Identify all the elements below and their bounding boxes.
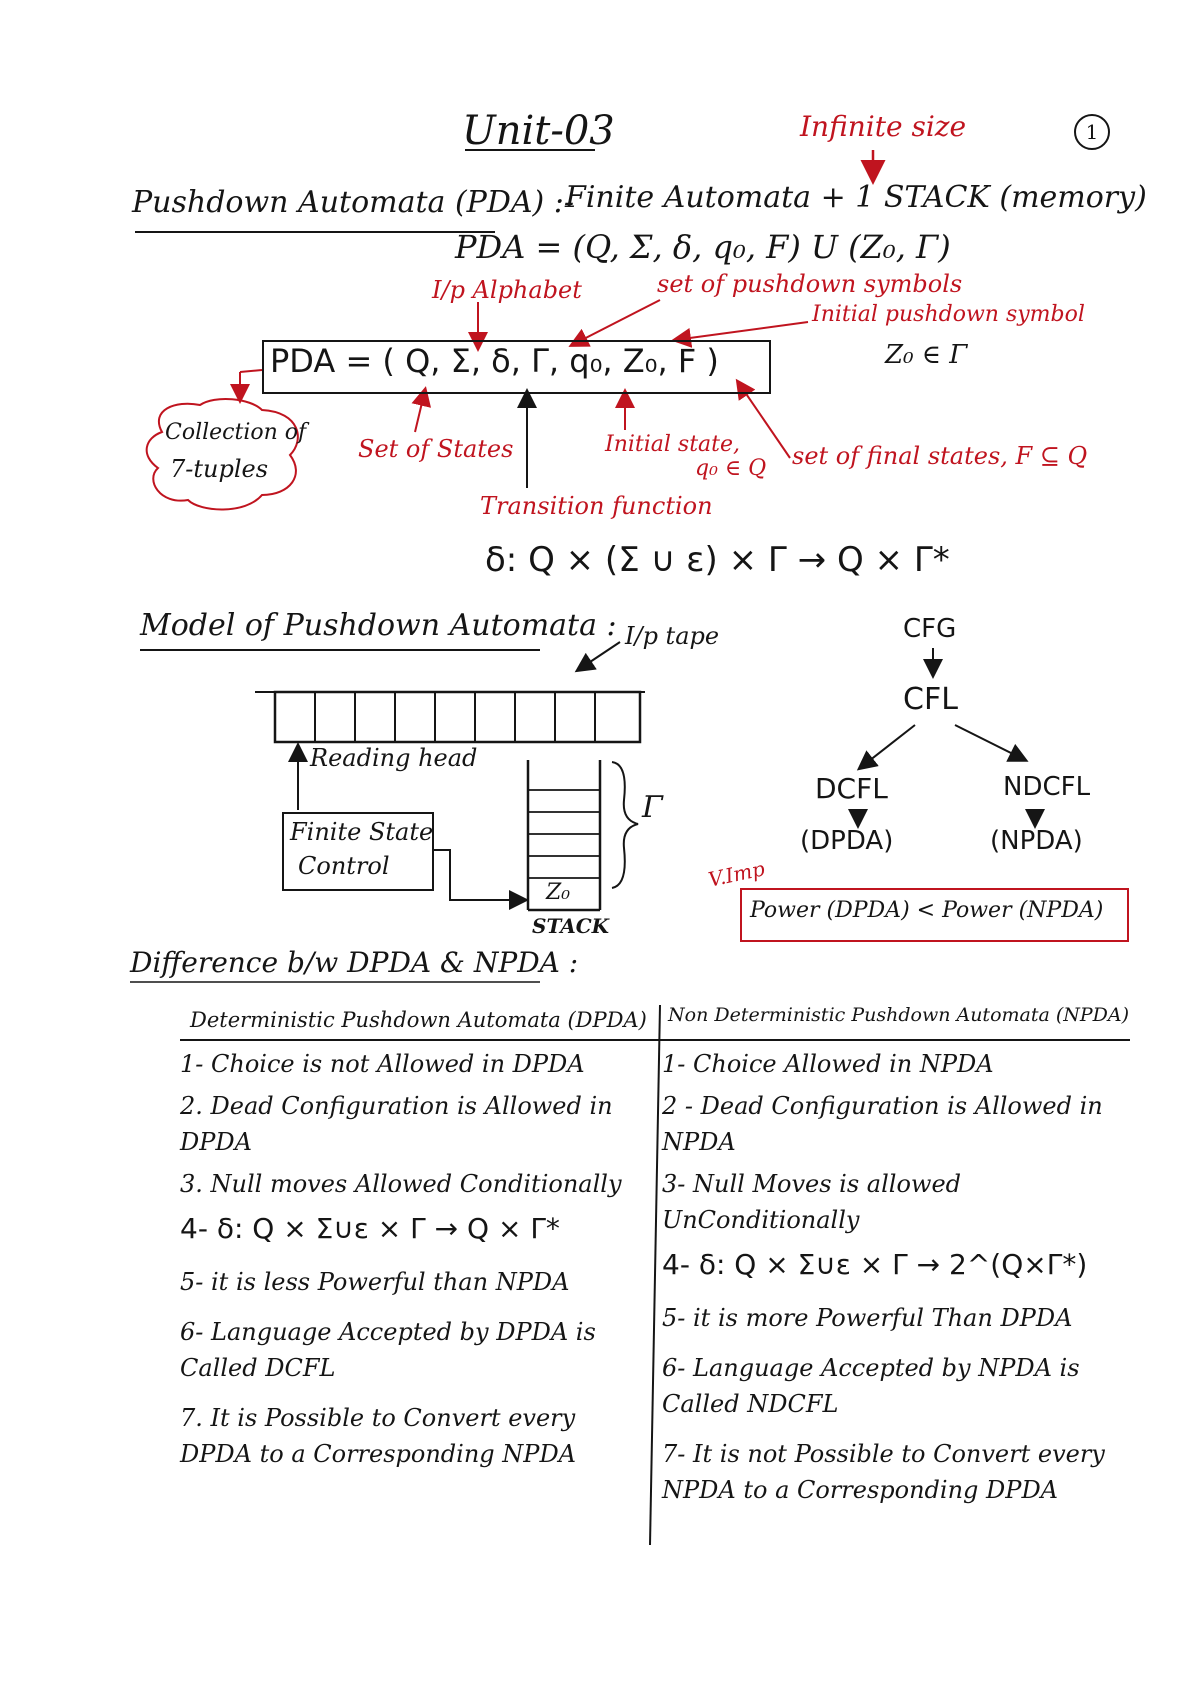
label-control-line2: Control: [298, 852, 390, 880]
label-gamma: Γ: [642, 790, 663, 825]
label-input-tape: I/p tape: [625, 622, 720, 650]
page-title: Unit-03: [462, 108, 615, 154]
label-initial-state: Initial state,: [605, 432, 741, 457]
label-transition-function: Transition function: [480, 492, 713, 520]
label-final-states: set of final states, F ⊆ Q: [792, 442, 1088, 470]
pda-formula-top: Finite Automata + 1 STACK (memory): [565, 180, 1147, 215]
dpda-column: [180, 1046, 650, 1478]
list-item: 5- it is less Powerful than NPDA: [180, 1268, 570, 1296]
label-set-of-states: Set of States: [358, 435, 514, 463]
list-item: 6- Language Accepted by DPDA is Called DCFL: [180, 1318, 596, 1382]
label-control-line1: Finite State: [290, 818, 434, 846]
label-npda: (NPDA): [990, 826, 1083, 856]
label-initial-pushdown: Initial pushdown symbol: [812, 302, 1085, 327]
list-item: 4- δ: Q × Σ∪ε × Γ → 2^(Q×Γ*): [662, 1248, 1088, 1281]
power-comparison: Power (DPDA) < Power (NPDA): [750, 898, 1104, 923]
page-number: [1074, 114, 1110, 150]
cfl-to-dcfl-arrow: [860, 725, 915, 768]
label-cfl: CFL: [903, 682, 958, 717]
list-item: 2. Dead Configuration is Allowed in DPDA: [180, 1092, 613, 1156]
control-to-stack-line: [432, 850, 525, 900]
initial-pushdown-arrow: [675, 322, 808, 340]
input-tape: [255, 692, 645, 742]
model-heading: Model of Pushdown Automata :: [140, 608, 617, 643]
label-pushdown-symbols: set of pushdown symbols: [657, 270, 963, 298]
list-item: 3- Null Moves is allowed UnConditionally: [662, 1170, 962, 1234]
list-item: 7. It is Possible to Convert every DPDA to a Corresponding NPDA: [180, 1404, 577, 1468]
list-item: 5- it is more Powerful Than DPDA: [662, 1304, 1073, 1332]
list-item: 1- Choice Allowed in NPDA: [662, 1050, 994, 1078]
list-item: 2 - Dead Configuration is Allowed in NPDA: [662, 1092, 1103, 1156]
table-divider: [650, 1005, 660, 1545]
pda-heading: Pushdown Automata (PDA) :-: [132, 185, 575, 220]
label-reading-head: Reading head: [310, 744, 478, 772]
list-item: 3. Null moves Allowed Conditionally: [180, 1170, 622, 1198]
list-item: 4- δ: Q × Σ∪ε × Γ → Q × Γ*: [180, 1212, 560, 1245]
list-item: 7- It is not Possible to Convert every NPDA to a Corresponding DPDA: [662, 1440, 1105, 1504]
tape-label-arrow: [578, 642, 620, 670]
z0-in-gamma: Z₀ ∈ Γ: [885, 340, 968, 370]
label-collection: Collection of: [165, 420, 307, 445]
label-initial-state-sub: q₀ ∈ Q: [695, 456, 767, 481]
pda-union-formula: PDA = (Q, Σ, δ, q₀, F) U (Z₀, Γ): [455, 228, 951, 266]
label-dpda: (DPDA): [800, 826, 894, 856]
cfl-to-ndcfl-arrow: [955, 725, 1025, 760]
infinite-size-note: Infinite size: [800, 110, 967, 143]
pda-tuple: PDA = ( Q, Σ, δ, Γ, q₀, Z₀, F ): [270, 342, 719, 380]
label-cfg: CFG: [903, 614, 957, 644]
label-stack: STACK: [532, 914, 610, 938]
collection-arrow: [240, 370, 262, 372]
column-header-dpda: Deterministic Pushdown Automata (DPDA): [190, 1008, 647, 1032]
label-input-alphabet: I/p Alphabet: [432, 276, 582, 304]
difference-heading: Difference b/w DPDA & NPDA :: [130, 946, 579, 979]
label-dcfl: DCFL: [815, 772, 888, 805]
very-important-note: V.Imp: [706, 856, 767, 892]
label-tuples: 7-tuples: [170, 455, 269, 483]
npda-column: [662, 1046, 1132, 1514]
label-z0: Z₀: [546, 880, 571, 905]
column-header-npda: Non Deterministic Pushdown Automata (NPDA): [668, 1004, 1130, 1026]
set-states-arrow: [415, 390, 425, 432]
page-number-text: 1: [1085, 120, 1099, 144]
gamma-brace: [612, 762, 638, 888]
list-item: 1- Choice is not Allowed in DPDA: [180, 1050, 585, 1078]
pushdown-symbols-arrow: [572, 300, 660, 345]
transition-formula: δ: Q × (Σ ∪ ε) × Γ → Q × Γ*: [485, 540, 950, 580]
label-ndcfl: NDCFL: [1003, 772, 1091, 802]
list-item: 6- Language Accepted by NPDA is Called NDCFL: [662, 1354, 1080, 1418]
